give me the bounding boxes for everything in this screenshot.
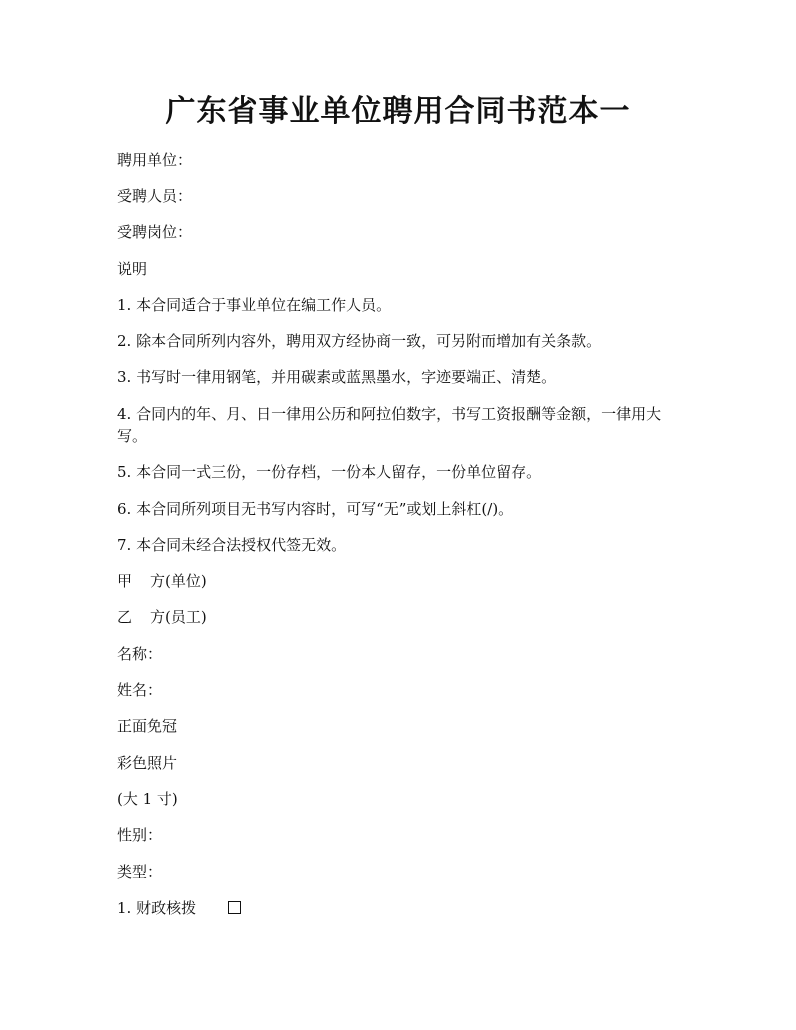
note-item: 4. 合同内的年、月、日一律用公历和阿拉伯数字，书写工资报酬等金额，一律用大写。 [117, 405, 662, 445]
note-item: 5. 本合同一式三份，一份存档，一份本人留存，一份单位留存。 [117, 463, 542, 481]
note-item: 6. 本合同所列项目无书写内容时，可写“无”或划上斜杠(/)。 [117, 500, 514, 518]
name-field-label: 名称： [117, 645, 163, 663]
checkbox-icon[interactable] [228, 901, 241, 914]
party-b-line [117, 606, 677, 628]
notes-heading: 说明 [117, 260, 148, 278]
photo-instruction-line: 正面免冠 [117, 717, 178, 735]
employee-field-label: 受聘人员： [117, 187, 193, 205]
type-option-fiscal [117, 897, 677, 919]
note-item: 3. 书写时一律用钢笔，并用碳素或蓝黑墨水，字迹要端正、清楚。 [117, 368, 557, 386]
document-title: 广东省事业单位聘用合同书范本一 [165, 94, 631, 129]
employer-field-label: 聘用单位： [117, 151, 193, 169]
party-b-suffix: 方(员工) [150, 608, 207, 626]
gender-field-label: 性别： [117, 826, 163, 844]
note-item: 1. 本合同适合于事业单位在编工作人员。 [117, 296, 392, 314]
photo-size-note: (大 1 寸) [117, 790, 178, 808]
type-field-label: 类型： [117, 863, 163, 881]
party-b-label: 乙 [117, 608, 133, 626]
party-a-line [117, 570, 677, 592]
party-a-label: 甲 [117, 572, 133, 590]
type-option-label: 1. 财政核拨 [117, 899, 197, 917]
note-item: 7. 本合同未经合法授权代签无效。 [117, 536, 347, 554]
party-a-suffix: 方(单位) [150, 572, 207, 590]
position-field-label: 受聘岗位： [117, 223, 193, 241]
note-item: 2. 除本合同所列内容外，聘用双方经协商一致，可另附而增加有关条款。 [117, 332, 602, 350]
person-name-field-label: 姓名： [117, 681, 163, 699]
photo-instruction-line: 彩色照片 [117, 754, 178, 772]
